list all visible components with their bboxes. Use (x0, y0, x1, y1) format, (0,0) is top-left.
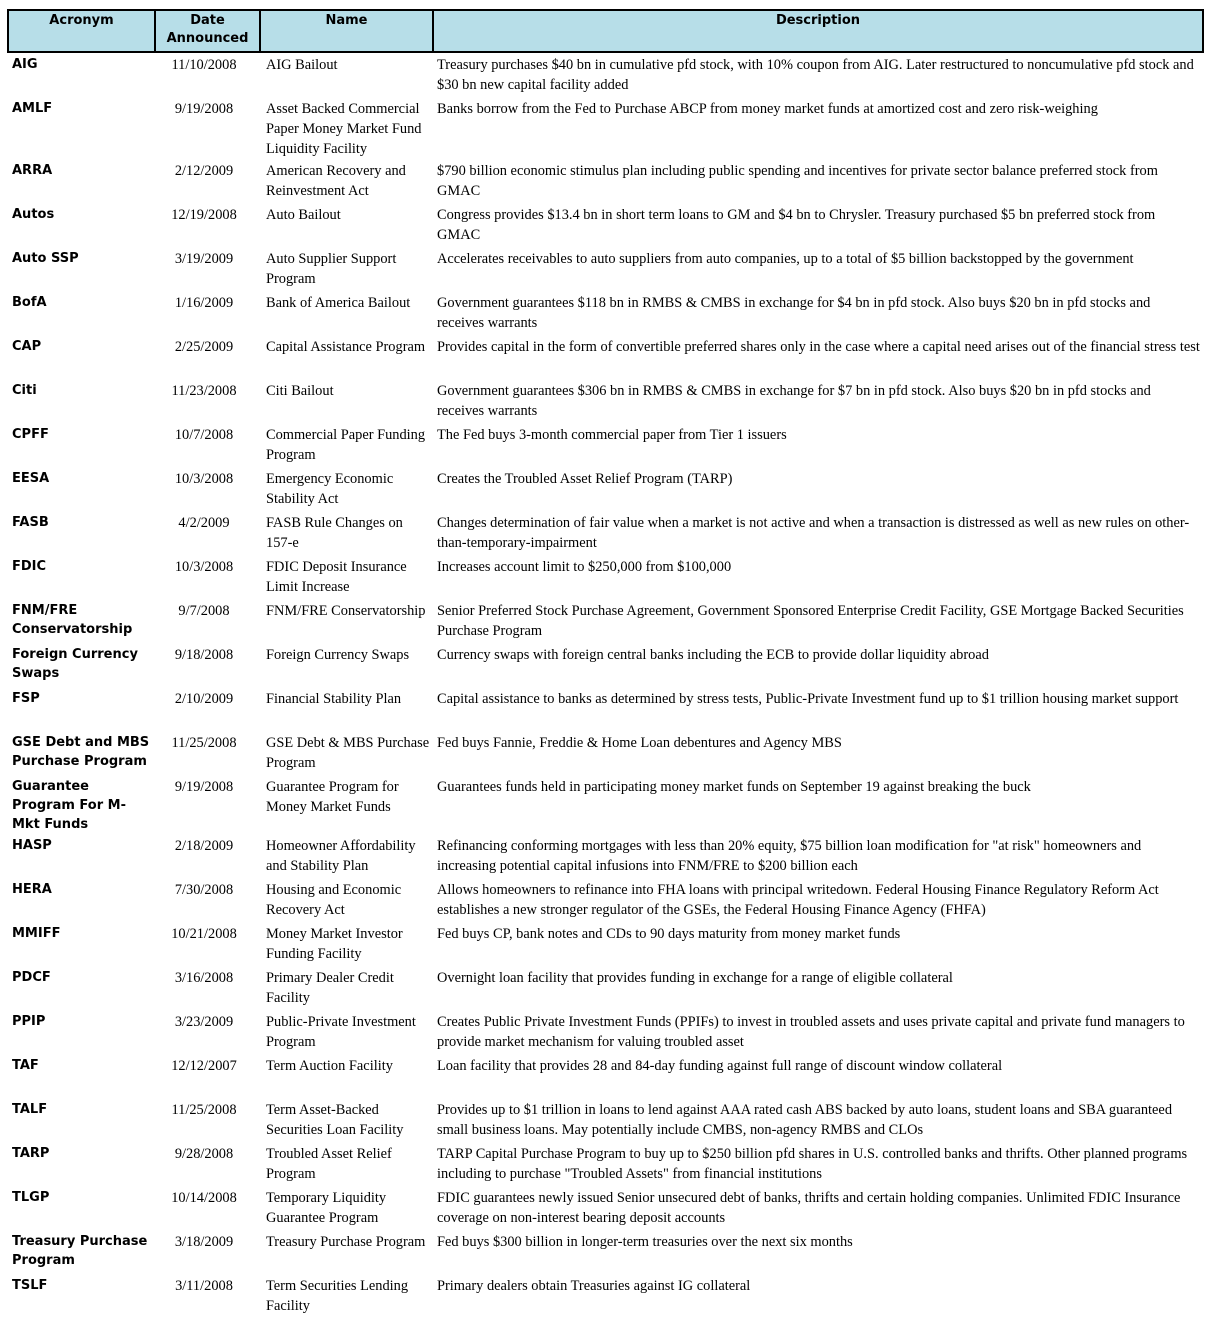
cell-acronym: BofA (12, 295, 47, 310)
cell-acronym: ARRA (12, 163, 53, 178)
cell-name: American Recovery and Reinvestment Act (266, 163, 406, 199)
cell-date-announced: 9/19/2008 (174, 101, 234, 117)
table-row (8, 1054, 1203, 1098)
cell-acronym: PPIP (12, 1014, 46, 1029)
cell-description: Congress provides $13.4 bn in short term loans to GM and $4 bn to Chrysler. Treasury purchased $5 bn preferred stock from GMAC (437, 207, 1156, 243)
table-row (8, 467, 1203, 511)
cell-description: Loan facility that provides 28 and 84-day funding against full range of discount window collateral (437, 1058, 1003, 1074)
cell-date-announced: 11/25/2008 (171, 1102, 237, 1118)
cell-date-announced: 9/28/2008 (174, 1146, 234, 1162)
cell-date-announced: 3/19/2009 (174, 251, 234, 267)
table-body (8, 52, 1203, 1318)
cell-acronym: Guarantee Program For M-Mkt Funds (12, 779, 126, 832)
cell-description: Overnight loan facility that provides funding in exchange for a range of eligible collateral (437, 970, 953, 986)
cell-date-announced: 10/3/2008 (174, 471, 234, 487)
cell-date-announced: 11/10/2008 (171, 57, 237, 73)
cell-name: GSE Debt & MBS Purchase Program (266, 735, 430, 771)
cell-description: Banks borrow from the Fed to Purchase ABCP from money market funds at amortized cost and zero risk-weighing (437, 101, 1098, 117)
cell-date-announced: 9/7/2008 (178, 603, 230, 619)
cell-date-announced: 3/23/2009 (174, 1014, 234, 1030)
table-row (8, 1142, 1203, 1186)
cell-acronym: CAP (12, 339, 42, 354)
table-row (8, 599, 1203, 643)
table-row (8, 291, 1203, 335)
header-acronym: Acronym (8, 10, 155, 52)
cell-description: Guarantees funds held in participating money market funds on September 19 against breaking the buck (437, 779, 1031, 795)
cell-name: Capital Assistance Program (266, 339, 426, 355)
header-date-announced (155, 10, 260, 52)
table-row (8, 966, 1203, 1010)
cell-date-announced: 12/19/2008 (171, 207, 237, 223)
cell-date-announced: 11/25/2008 (171, 735, 237, 751)
cell-description: Currency swaps with foreign central banks including the ECB to provide dollar liquidity abroad (437, 647, 989, 663)
cell-name: Foreign Currency Swaps (266, 647, 410, 663)
table-row (8, 922, 1203, 966)
header-date-line1: Date (190, 13, 225, 28)
cell-acronym: HERA (12, 882, 52, 897)
cell-acronym: TSLF (12, 1278, 48, 1293)
table-row (8, 52, 1203, 97)
cell-name: Housing and Economic Recovery Act (266, 882, 402, 918)
cell-date-announced: 10/21/2008 (171, 926, 237, 942)
table-row (8, 834, 1203, 878)
cell-name: Commercial Paper Funding Program (266, 427, 426, 463)
cell-description: Capital assistance to banks as determined by stress tests, Public-Private Investment fund up to $1 trillion housing market support (437, 691, 1179, 707)
cell-name: Money Market Investor Funding Facility (266, 926, 403, 962)
cell-acronym: FSP (12, 691, 40, 706)
cell-acronym: FASB (12, 515, 49, 530)
cell-acronym: HASP (12, 838, 52, 853)
cell-acronym: Citi (12, 383, 37, 398)
cell-acronym: EESA (12, 471, 50, 486)
cell-acronym: Autos (12, 207, 55, 222)
cell-date-announced: 3/18/2009 (174, 1234, 234, 1250)
cell-date-announced: 1/16/2009 (174, 295, 234, 311)
programs-table-container (7, 9, 1202, 1318)
cell-acronym: FDIC (12, 559, 47, 574)
cell-acronym: Auto SSP (12, 251, 79, 266)
cell-name: Term Auction Facility (266, 1058, 393, 1074)
cell-name: Term Securities Lending Facility (266, 1278, 409, 1314)
cell-description: Accelerates receivables to auto suppliers from auto companies, up to a total of $5 billion backstopped by the government (437, 251, 1134, 267)
table-row (8, 775, 1203, 834)
cell-description: Senior Preferred Stock Purchase Agreement, Government Sponsored Enterprise Credit Facility, GSE Mortgage Backed Securities Purchase Program (437, 603, 1184, 639)
cell-name: Homeowner Affordability and Stability Plan (266, 838, 416, 874)
cell-description: Government guarantees $306 bn in RMBS & CMBS in exchange for $7 bn in pfd stock. Also buys $20 bn in pfd stocks and receives warrants (437, 383, 1151, 419)
table-header (8, 10, 1203, 52)
cell-description: Creates the Troubled Asset Relief Program (TARP) (437, 471, 733, 487)
cell-name: FASB Rule Changes on 157-e (266, 515, 403, 551)
table-row (8, 643, 1203, 687)
cell-description: Allows homeowners to refinance into FHA loans with principal writedown. Federal Housing Finance Regulatory Reform Act establishes a new stronger regulator of the GSEs, the Federal Housing Finance Agency (FHFA) (437, 882, 1159, 918)
cell-name: Asset Backed Commercial Paper Money Market Fund Liquidity Facility (266, 101, 422, 157)
cell-name: Troubled Asset Relief Program (266, 1146, 392, 1182)
table-row (8, 687, 1203, 731)
cell-name: Auto Bailout (266, 207, 341, 223)
table-row (8, 159, 1203, 203)
cell-acronym: FNM/FRE Conservatorship (12, 603, 133, 637)
cell-description: Increases account limit to $250,000 from $100,000 (437, 559, 732, 575)
cell-date-announced: 2/18/2009 (174, 838, 234, 854)
table-row (8, 1230, 1203, 1274)
cell-name: Primary Dealer Credit Facility (266, 970, 394, 1006)
cell-description: Primary dealers obtain Treasuries against IG collateral (437, 1278, 751, 1294)
table-row (8, 511, 1203, 555)
cell-description: Fed buys Fannie, Freddie & Home Loan debentures and Agency MBS (437, 735, 842, 751)
cell-acronym: MMIFF (12, 926, 61, 941)
cell-name: Treasury Purchase Program (266, 1234, 426, 1250)
cell-name: FNM/FRE Conservatorship (266, 603, 426, 619)
cell-name: Temporary Liquidity Guarantee Program (266, 1190, 387, 1226)
cell-acronym: TAF (12, 1058, 39, 1073)
cell-acronym: PDCF (12, 970, 51, 985)
table-row (8, 423, 1203, 467)
cell-acronym: AIG (12, 57, 38, 72)
cell-description: Changes determination of fair value when a market is not active and when a transaction is distressed as well as new rules on other-than-temporary-impairment (437, 515, 1190, 551)
cell-name: Guarantee Program for Money Market Funds (266, 779, 399, 815)
cell-acronym: TARP (12, 1146, 50, 1161)
cell-acronym: CPFF (12, 427, 49, 442)
cell-date-announced: 3/11/2008 (175, 1278, 233, 1294)
cell-name: Term Asset-Backed Securities Loan Facility (266, 1102, 404, 1138)
cell-name: Financial Stability Plan (266, 691, 402, 707)
cell-description: $790 billion economic stimulus plan including public spending and incentives for private sector balance preferred stock from GMAC (437, 163, 1158, 199)
cell-acronym: GSE Debt and MBS Purchase Program (12, 735, 150, 769)
table-row (8, 1098, 1203, 1142)
header-date-line2: Announced (166, 31, 249, 46)
cell-acronym: TLGP (12, 1190, 50, 1205)
cell-description: Treasury purchases $40 bn in cumulative pfd stock, with 10% coupon from AIG. Later restructured to noncumulative pfd stock and $30 bn new capital facility added (437, 57, 1194, 93)
cell-description: TARP Capital Purchase Program to buy up to $250 billion pfd shares in U.S. controlled banks and thrifts. Other planned programs including to purchase "Troubled Assets" from financial institutions (437, 1146, 1188, 1182)
table-row (8, 1010, 1203, 1054)
cell-acronym: TALF (12, 1102, 48, 1117)
cell-acronym: Treasury Purchase Program (12, 1234, 148, 1268)
cell-name: FDIC Deposit Insurance Limit Increase (266, 559, 407, 595)
cell-date-announced: 2/10/2009 (174, 691, 234, 707)
cell-description: Refinancing conforming mortgages with less than 20% equity, $75 billion loan modification for "at risk" homeowners and increasing potential capital infusions into FNM/FRE to $200 billion each (437, 838, 1142, 874)
header-name: Name (260, 10, 433, 52)
cell-name: Public-Private Investment Program (266, 1014, 416, 1050)
cell-name: AIG Bailout (266, 57, 338, 73)
cell-date-announced: 12/12/2007 (171, 1058, 237, 1074)
cell-date-announced: 10/3/2008 (174, 559, 234, 575)
cell-description: Fed buys $300 billion in longer-term treasuries over the next six months (437, 1234, 853, 1250)
table-row (8, 878, 1203, 922)
table-row (8, 1186, 1203, 1230)
cell-date-announced: 3/16/2008 (174, 970, 234, 986)
header-description: Description (433, 10, 1203, 52)
cell-description: FDIC guarantees newly issued Senior unsecured debt of banks, thrifts and certain holding companies. Unlimited FDIC Insurance coverage on non-interest bearing deposit accounts (437, 1190, 1181, 1226)
cell-description: Provides up to $1 trillion in loans to lend against AAA rated cash ABS backed by auto loans, student loans and SBA guaranteed small business loans. May potentially include CMBS, non-agency RMBS and CLOs (437, 1102, 1173, 1138)
table-row (8, 335, 1203, 379)
cell-date-announced: 4/2/2009 (178, 515, 230, 531)
cell-description: Government guarantees $118 bn in RMBS & CMBS in exchange for $4 bn in pfd stock. Also buys $20 bn in pfd stocks and receives warrants (437, 295, 1151, 331)
table-row (8, 247, 1203, 291)
cell-name: Emergency Economic Stability Act (266, 471, 394, 507)
cell-name: Bank of America Bailout (266, 295, 411, 311)
cell-date-announced: 2/12/2009 (174, 163, 234, 179)
cell-date-announced: 11/23/2008 (171, 383, 237, 399)
cell-name: Citi Bailout (266, 383, 334, 399)
table-row (8, 1274, 1203, 1318)
cell-acronym: Foreign Currency Swaps (12, 647, 138, 681)
table-row (8, 731, 1203, 775)
table-row (8, 97, 1203, 159)
cell-description: Fed buys CP, bank notes and CDs to 90 days maturity from money market funds (437, 926, 901, 942)
table-row (8, 555, 1203, 599)
cell-acronym: AMLF (12, 101, 53, 116)
cell-description: Creates Public Private Investment Funds (PPIFs) to invest in troubled assets and uses private capital and private fund managers to provide market mechanism for valuing troubled asset (437, 1014, 1185, 1050)
table-row (8, 379, 1203, 423)
cell-date-announced: 7/30/2008 (174, 882, 234, 898)
cell-description: Provides capital in the form of convertible preferred shares only in the case where a capital need arises out of the financial stress test (437, 339, 1200, 355)
cell-name: Auto Supplier Support Program (266, 251, 397, 287)
cell-date-announced: 10/7/2008 (174, 427, 234, 443)
cell-date-announced: 9/18/2008 (174, 647, 234, 663)
cell-date-announced: 2/25/2009 (174, 339, 234, 355)
programs-table (7, 9, 1204, 1318)
header-row (8, 10, 1203, 52)
cell-date-announced: 10/14/2008 (171, 1190, 237, 1206)
table-row (8, 203, 1203, 247)
cell-description: The Fed buys 3-month commercial paper from Tier 1 issuers (437, 427, 787, 443)
cell-date-announced: 9/19/2008 (174, 779, 234, 795)
